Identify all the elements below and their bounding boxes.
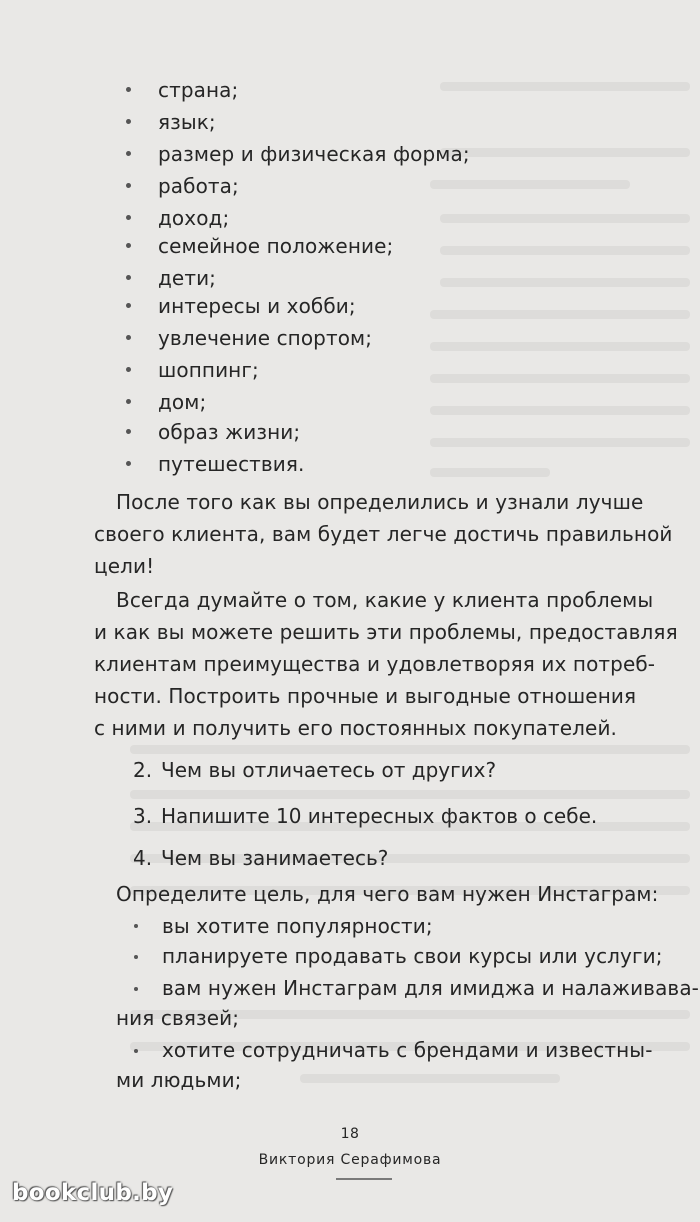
book-page: страна; язык; размер и физическая форма; работа; доход; семейное положение; дети; интересы и хобби; увлечение спортом; шоппинг; дом; образ жизни; путешествия. После того как вы определились и узнали лучше своего клиента, вам будет легче достичь правильной цели! Всегда думайте о том, какие у клиента проблемы и как вы можете решить эти проблемы, предоставляя клиентам преимущества и удовлетворяя их потреб- ности. Построить прочные и выгодные отношения с ними и получить его постоянных покупателей. 2. Чем вы отличаетесь от других? 3. Напишите 10 интересных фактов о себе. 4. Чем вы занимаетесь? Определите цель, для чего вам нужен Инстаграм: вы хотите популярности; планируете продавать свои курсы или услуги; вам нужен Инстаграм для имиджа и налаживава- ния связей; хотите сотрудничать с брендами и известны- ми людьми; 18 Виктория Серафимова bookclub.by: [0, 0, 700, 1222]
text-line: клиентам преимущества и удовлетворяя их потреб-: [94, 652, 656, 676]
author-name: Виктория Серафимова: [258, 1152, 442, 1168]
bullet-icon: [126, 243, 131, 248]
bullet-icon: [134, 955, 138, 959]
goal-intro: Определите цель, для чего вам нужен Инстаграм:: [116, 882, 659, 906]
page-number: 18: [340, 1126, 360, 1142]
list-item: хотите сотрудничать с брендами и известны-: [162, 1038, 653, 1062]
bullet-icon: [126, 87, 131, 92]
text-line: ности. Построить прочные и выгодные отношения: [94, 684, 637, 708]
question-number: 2.: [133, 758, 153, 782]
bullet-icon: [126, 399, 131, 404]
bullet-icon: [126, 151, 131, 156]
list-item: планируете продавать свои курсы или услуги;: [162, 944, 663, 968]
bullet-icon: [126, 335, 131, 340]
question-text: Чем вы отличаетесь от других?: [161, 758, 497, 782]
bullet-icon: [126, 429, 131, 434]
bullet-icon: [126, 119, 131, 124]
list-item: вам нужен Инстаграм для имиджа и налаживава-: [162, 976, 699, 1000]
text-line: и как вы можете решить эти проблемы, предоставляя: [94, 620, 678, 644]
question-number: 4.: [133, 846, 153, 870]
bullet-icon: [126, 303, 131, 308]
bullet-icon: [126, 275, 131, 280]
question-number: 3.: [133, 804, 153, 828]
list-item-continuation: ния связей;: [116, 1006, 240, 1030]
question-text: Чем вы занимаетесь?: [161, 846, 389, 870]
footer-rule: [336, 1178, 392, 1180]
bullet-icon: [134, 1049, 138, 1053]
bullet-icon: [126, 367, 131, 372]
bullet-icon: [134, 987, 138, 991]
bullet-icon: [134, 924, 138, 928]
bullet-icon: [126, 183, 131, 188]
text-line: Всегда думайте о том, какие у клиента проблемы: [116, 588, 654, 612]
text-line: своего клиента, вам будет легче достичь правильной: [94, 522, 673, 546]
watermark-logo: bookclub.by: [12, 1180, 174, 1206]
text-line: цели!: [94, 554, 155, 578]
question-text: Напишите 10 интересных фактов о себе.: [161, 804, 598, 828]
text-line: После того как вы определились и узнали лучше: [116, 490, 644, 514]
list-item-continuation: ми людьми;: [116, 1068, 242, 1092]
list-item: вы хотите популярности;: [162, 914, 433, 938]
text-line: с ними и получить его постоянных покупателей.: [94, 716, 617, 740]
bullet-icon: [126, 461, 131, 466]
bullet-icon: [126, 215, 131, 220]
